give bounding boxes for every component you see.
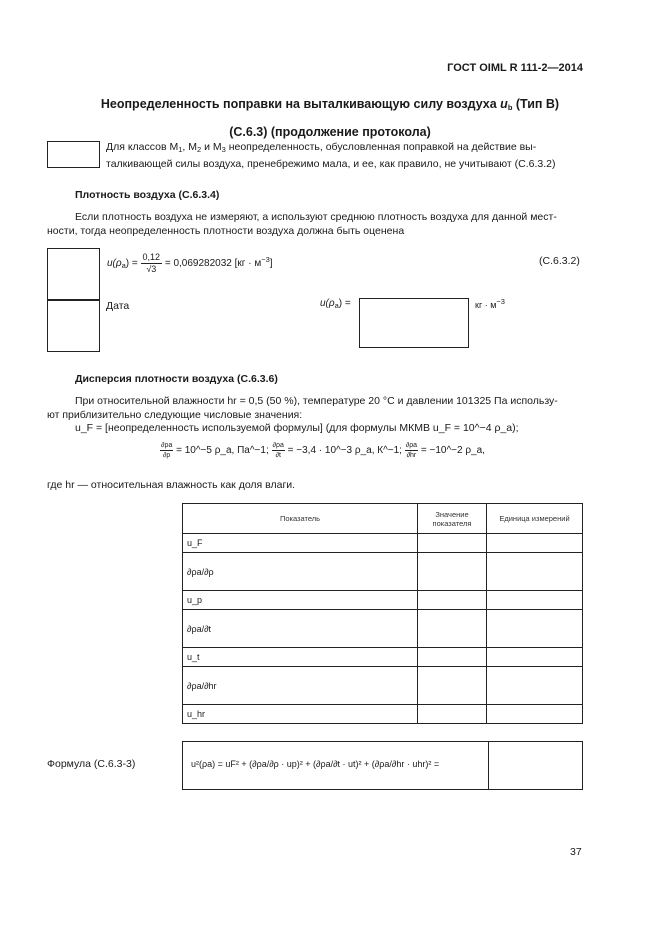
table-row-label: ∂ρa/∂hr (183, 667, 418, 705)
table-cell-value[interactable] (418, 553, 487, 591)
table-cell-value[interactable] (418, 648, 487, 667)
formula-box (182, 741, 583, 790)
table-row-label: ∂ρa/∂t (183, 610, 418, 648)
standard-code: ГОСТ OIML R 111-2—2014 (447, 62, 583, 74)
table-row-label: u_F (183, 534, 418, 553)
result-unit: кг · $м^{-3}$ (475, 297, 505, 310)
table-cell-unit[interactable] (487, 591, 583, 610)
result-input-box[interactable] (359, 298, 469, 348)
date-label: Дата (106, 300, 130, 312)
note-text: Для классов $M_1$, $M_2$ и $M_3$ неопределенность, обусловленная поправкой на действие вы- талкивающей силы воздуха, пренебрежимо мала, и ее, как правило, не учитывают (С.6.3.2) (106, 141, 556, 170)
formula-label: Формула (С.6.3-3) (47, 758, 136, 770)
density-heading: Плотность воздуха (С.6.3.4) (75, 189, 220, 201)
table-cell-value[interactable] (418, 610, 487, 648)
header-unit: Единица измерений (487, 504, 583, 534)
dispersion-paragraph: При относительной влажности hr = 0,5 (50 %), температуре 20 °С и давлении 101325 Па использу- ют приблизительно следующие числовые значения: (47, 395, 558, 421)
table-cell-unit[interactable] (487, 667, 583, 705)
where-note: где hr — относительная влажность как доля влаги. (47, 479, 296, 491)
table-row-label: u_hr (183, 705, 418, 724)
parameters-table (182, 503, 583, 724)
page-title: Неопределенность поправки на выталкивающую силу воздуха $u_b$ (Тип В) (С.6.3) (продолжение протокола) (100, 97, 560, 139)
page-number: 37 (570, 846, 582, 858)
uf-line: u_F = [неопределенность используемой формулы] (для формулы МКМВ u_F = 10^−4 ρ_a); (75, 422, 519, 434)
table-cell-unit[interactable] (487, 534, 583, 553)
table-cell-unit[interactable] (487, 648, 583, 667)
density-formula: $u(\rho_a)$ = $\frac{0,12}{√3}$ = 0,069282032 $[кг \cdot м^{-3}]$ (107, 252, 273, 274)
density-paragraph: Если плотность воздуха не измеряют, а используют среднюю плотность воздуха для данной мест- ности, тогда неопределенность плотности воздуха должна быть оценена (47, 211, 557, 237)
table-cell-value[interactable] (418, 667, 487, 705)
table-cell-value[interactable] (418, 705, 487, 724)
formula-answer-cell[interactable] (488, 741, 583, 790)
table-row-label: u_p (183, 591, 418, 610)
table-cell-unit[interactable] (487, 610, 583, 648)
density-input-box-2[interactable] (47, 300, 100, 352)
table-cell-unit[interactable] (487, 553, 583, 591)
result-label: $u(\rho_a)$ = (320, 298, 351, 310)
derivatives-line: $\frac{\partial\rho a}{\partial\rho}$ = 10^−5 ρ_a, Па^−1; $\frac{\partial\rho a}{\partial t}$ = −3,4 · 10^−3 ρ_a, К^−1; $\frac{\partial\rho a}{\partial hr}$ = −10^−2 ρ_a, (161, 442, 485, 459)
formula-expression: u²(ρa) = uF² + (∂ρa/∂ρ · up)² + (∂ρa/∂t · ut)² + (∂ρa/∂hr · uhr)² = (191, 759, 440, 769)
table-row-label: ∂ρa/∂ρ (183, 553, 418, 591)
table-cell-unit[interactable] (487, 705, 583, 724)
header-value: Значение показателя (418, 504, 487, 534)
formula-reference: (С.6.3.2) (539, 255, 580, 267)
table-cell-value[interactable] (418, 591, 487, 610)
table-row-label: u_t (183, 648, 418, 667)
table-cell-value[interactable] (418, 534, 487, 553)
dispersion-heading: Дисперсия плотности воздуха (С.6.3.6) (75, 373, 278, 385)
density-input-box-1[interactable] (47, 248, 100, 300)
note-checkbox[interactable] (47, 141, 100, 168)
header-parameter: Показатель (183, 504, 418, 534)
